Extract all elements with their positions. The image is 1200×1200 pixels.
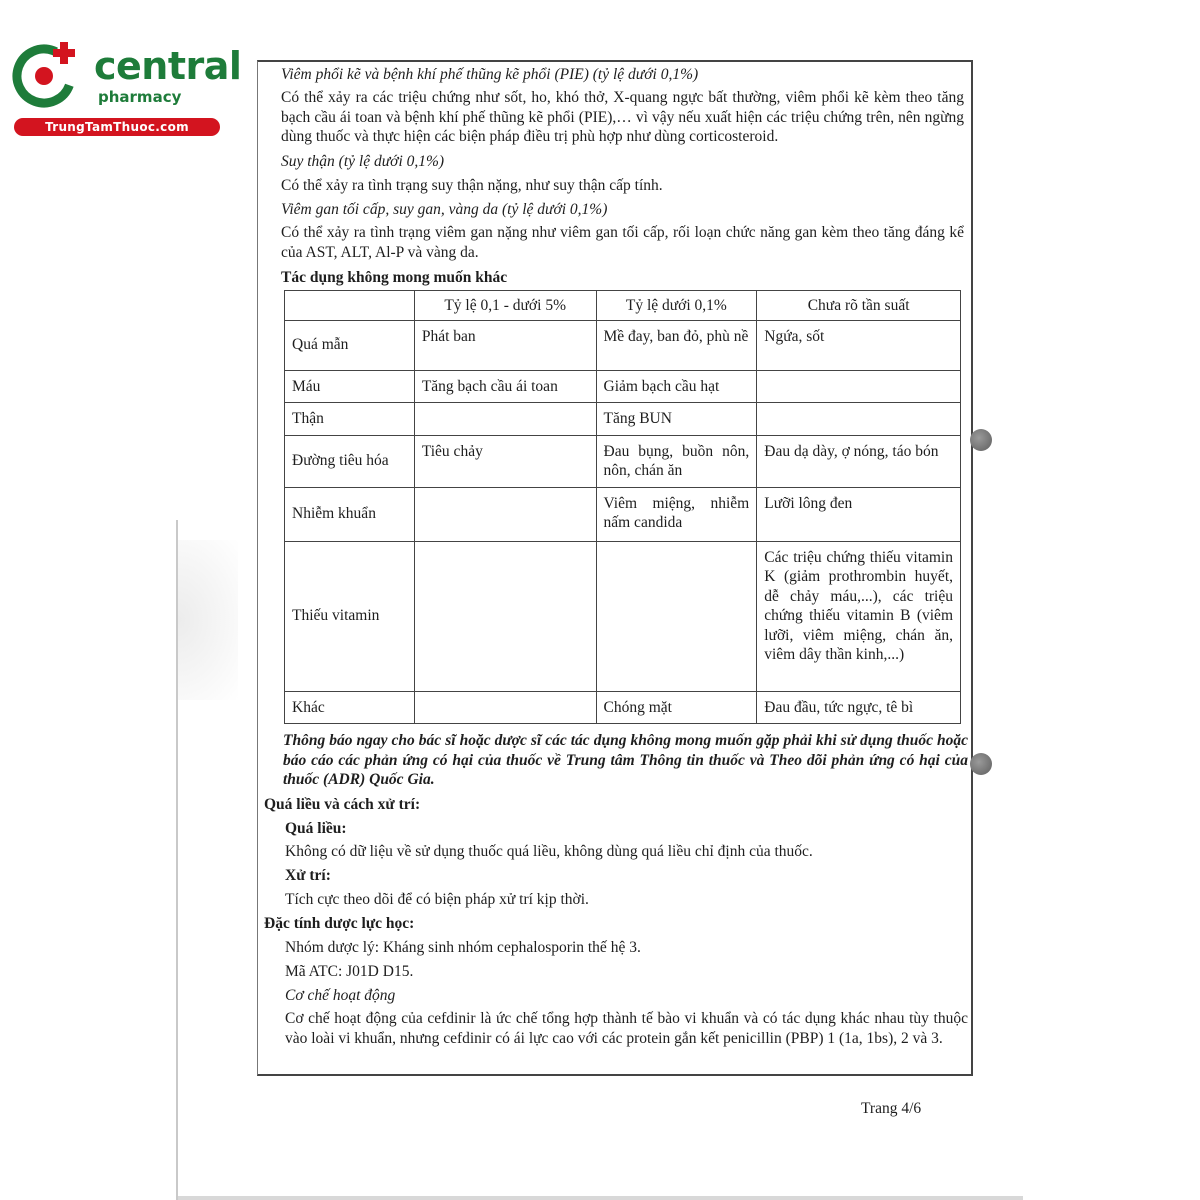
mechanism-body: Cơ chế hoạt động của cefdinir là ức chế tổng hợp thành tế bào vi khuẩn và có tác dụng khác nhau tùy thuộc vào loài vi khuẩn, nhưng cefdinir có ái lực cao với các protein gắn kết penicillin (PBP) 1 (1a, 1bs), 2 và 3. <box>285 1010 968 1047</box>
pharmacological-group: Nhóm dược lý: Kháng sinh nhóm cephalosporin thế hệ 3. <box>285 939 641 956</box>
table-cell-group: Quá mẫn <box>285 320 415 370</box>
table-cell <box>414 541 596 691</box>
overdose-heading: Quá liều và cách xử trí: <box>264 796 421 813</box>
overdose-subheading: Quá liều: <box>285 820 347 837</box>
table-cell: Đau bụng, buồn nôn, nôn, chán ăn <box>596 435 757 487</box>
table-cell-group: Thiếu vitamin <box>285 541 415 691</box>
pie-heading: Viêm phổi kẽ và bệnh khí phế thũng kẽ phổi (PIE) (tỷ lệ dưới 0,1%) <box>281 66 699 83</box>
liver-heading: Viêm gan tối cấp, suy gan, vàng da (tỷ lệ dưới 0,1%) <box>281 201 608 218</box>
table-header <box>285 291 415 321</box>
table-cell: Đau đầu, tức ngực, tê bì <box>757 691 961 724</box>
table-cell <box>757 370 961 403</box>
table-header-row <box>285 291 961 321</box>
treatment-subheading: Xử trí: <box>285 867 331 884</box>
table-cell: Tăng BUN <box>596 403 757 436</box>
table-cell: Tiêu chảy <box>414 435 596 487</box>
table-cell: Lưỡi lông đen <box>757 487 961 541</box>
table-row <box>285 320 961 370</box>
paper-bottom-edge <box>178 1196 1023 1200</box>
table-cell: Các triệu chứng thiếu vitamin K (giảm prothrombin huyết, dễ chảy máu,...), các triệu chứng thiếu vitamin B (viêm lưỡi, viêm miệng, chán ăn, viêm dây thần kinh,...) <box>757 541 961 691</box>
table-cell: Giảm bạch cầu hạt <box>596 370 757 403</box>
kidney-heading: Suy thận (tỷ lệ dưới 0,1%) <box>281 153 445 170</box>
treatment-text: Tích cực theo dõi để có biện pháp xử trí kịp thời. <box>285 891 589 908</box>
table-row <box>285 541 961 691</box>
table-row <box>285 691 961 724</box>
atc-code: Mã ATC: J01D D15. <box>285 963 414 980</box>
table-header: Tỷ lệ dưới 0,1% <box>596 291 757 321</box>
paper-edge <box>176 520 178 1200</box>
table-row <box>285 403 961 436</box>
table-cell-group: Nhiễm khuẩn <box>285 487 415 541</box>
table-cell: Tăng bạch cầu ái toan <box>414 370 596 403</box>
pharmacodynamics-heading: Đặc tính dược lực học: <box>264 915 415 932</box>
logo-name: central <box>94 44 242 88</box>
table-row <box>285 487 961 541</box>
pie-body: Có thể xảy ra các triệu chứng như sốt, ho, khó thở, X-quang ngực bất thường, viêm phổi kẽ kèm theo tăng bạch cầu ái toan và bệnh khí phế thũng kẽ phổi (PIE),… vì vậy nếu xuất hiện các triệu chứng trên, nên ngừng dùng thuốc và thực hiện các biện pháp điều trị phù hợp như dùng corticosteroid. <box>281 89 964 145</box>
kidney-body: Có thể xảy ra tình trạng suy thận nặng, như suy thận cấp tính. <box>281 177 663 194</box>
table-cell-group: Máu <box>285 370 415 403</box>
mechanism-heading: Cơ chế hoạt động <box>285 987 396 1004</box>
table-cell: Chóng mặt <box>596 691 757 724</box>
punch-hole <box>970 753 992 775</box>
overdose-text: Không có dữ liệu về sử dụng thuốc quá liều, không dùng quá liều chỉ định của thuốc. <box>285 843 813 860</box>
table-cell: Viêm miệng, nhiễm nấm candida <box>596 487 757 541</box>
page-number: Trang 4/6 <box>861 1100 922 1117</box>
liver-body: Có thể xảy ra tình trạng viêm gan nặng như viêm gan tối cấp, rối loạn chức năng gan kèm theo tăng đáng kể của AST, ALT, Al-P và vàng da. <box>281 224 964 261</box>
table-row <box>285 435 961 487</box>
table-cell <box>757 403 961 436</box>
logo-icon <box>10 38 88 110</box>
punch-hole <box>970 429 992 451</box>
table-cell <box>414 691 596 724</box>
paper-shade <box>178 540 238 700</box>
table-cell-group: Khác <box>285 691 415 724</box>
logo-site: TrungTamThuoc.com <box>14 118 220 136</box>
table-header: Chưa rõ tần suất <box>757 291 961 321</box>
other-effects-heading: Tác dụng không mong muốn khác <box>281 269 508 286</box>
pharmacy-logo[interactable] <box>10 38 242 138</box>
table-cell <box>596 541 757 691</box>
table-cell-group: Thận <box>285 403 415 436</box>
table-cell-group: Đường tiêu hóa <box>285 435 415 487</box>
table-cell <box>414 487 596 541</box>
table-cell: Phát ban <box>414 320 596 370</box>
table-cell <box>414 403 596 436</box>
side-effects-table <box>284 290 961 724</box>
table-header: Tỷ lệ 0,1 - dưới 5% <box>414 291 596 321</box>
table-row <box>285 370 961 403</box>
logo-subtitle: pharmacy <box>98 88 182 106</box>
table-cell: Ngứa, sốt <box>757 320 961 370</box>
table-cell: Mề đay, ban đỏ, phù nề <box>596 320 757 370</box>
adr-notice: Thông báo ngay cho bác sĩ hoặc dược sĩ các tác dụng không mong muốn gặp phải khi sử dụng thuốc hoặc báo cáo các phản ứng có hại của thuốc về Trung tâm Thông tin thuốc và Theo dõi phản ứng có hại của thuốc (ADR) Quốc Gia. <box>283 732 968 788</box>
table-cell: Đau dạ dày, ợ nóng, táo bón <box>757 435 961 487</box>
